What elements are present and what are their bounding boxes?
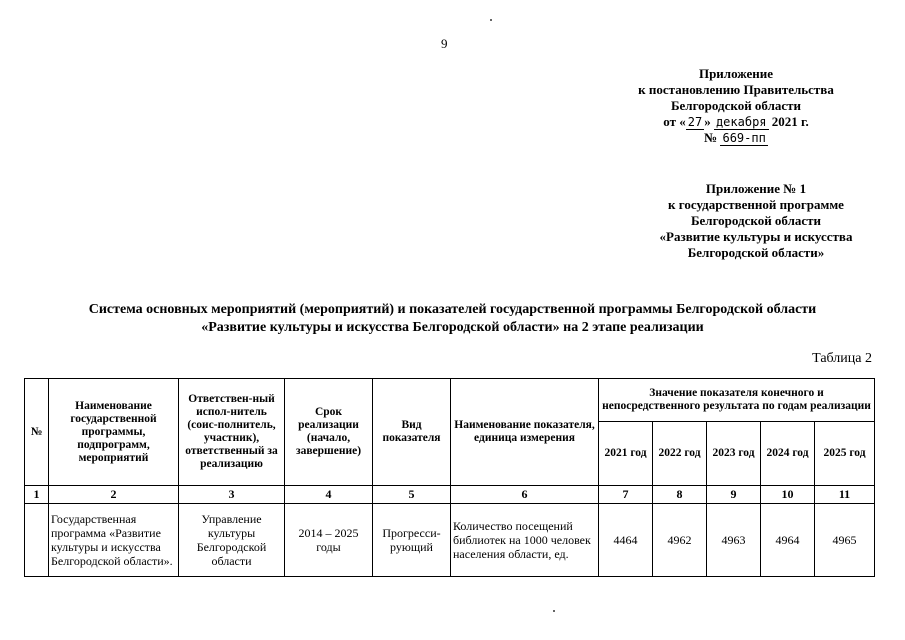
header-year: 2023 год	[707, 422, 761, 486]
column-number: 5	[373, 486, 451, 504]
handwritten-day: 27	[687, 115, 703, 129]
column-numbers-row	[25, 486, 875, 504]
header-num: №	[25, 379, 49, 486]
page-number: 9	[441, 36, 448, 51]
cell-num	[25, 504, 49, 577]
indicators-table	[24, 378, 875, 577]
appendix-title: Приложение № 1	[705, 181, 807, 196]
cell-value-2024: 4964	[761, 504, 815, 577]
cell-value-2021: 4464	[599, 504, 653, 577]
column-number: 8	[653, 486, 707, 504]
header-name: Наименование государственной программы, подпрограмм, мероприятий	[49, 379, 179, 486]
header-year: 2024 год	[761, 422, 815, 486]
appendix-line: к постановлению Правительства	[638, 82, 834, 97]
cell-executor: Управление культуры Белгородской области	[179, 504, 285, 577]
appendix-line: Белгородской области	[690, 213, 822, 228]
decree-number: № 669-пп	[704, 130, 766, 145]
appendix-program	[640, 181, 872, 261]
cell-value-2025: 4965	[815, 504, 875, 577]
column-number: 7	[599, 486, 653, 504]
header-year: 2022 год	[653, 422, 707, 486]
cell-type: Прогресси-рующий	[373, 504, 451, 577]
appendix-government-decree	[600, 66, 872, 146]
header-type: Вид показателя	[373, 379, 451, 486]
column-number: 4	[285, 486, 373, 504]
cell-indicator: Количество посещений библиотек на 1000 человек населения области, ед.	[451, 504, 599, 577]
column-number: 10	[761, 486, 815, 504]
table-label: Таблица 2	[812, 351, 872, 366]
scan-speck	[553, 610, 555, 612]
cell-value-2022: 4962	[653, 504, 707, 577]
header-period: Срок реализации (начало, завершение)	[285, 379, 373, 486]
header-values-group: Значение показателя конечного и непосредственного результата по годам реализации	[599, 379, 875, 422]
column-number: 2	[49, 486, 179, 504]
appendix-line: Белгородской области	[670, 98, 802, 113]
header-executor: Ответствен-ный испол-нитель (соис-полнитель, участник), ответственный за реализацию	[179, 379, 285, 486]
column-number: 6	[451, 486, 599, 504]
header-year: 2025 год	[815, 422, 875, 486]
decree-date: от « 27 » декабря 2021 г.	[663, 114, 809, 129]
appendix-line: Белгородской области»	[687, 245, 825, 260]
appendix-line: к государственной программе	[668, 197, 844, 212]
header-year: 2021 год	[599, 422, 653, 486]
cell-value-2023: 4963	[707, 504, 761, 577]
cell-period: 2014 – 2025 годы	[285, 504, 373, 577]
cell-name: Государственная программа «Развитие культуры и искусства Белгородской области».	[49, 504, 179, 577]
column-number: 9	[707, 486, 761, 504]
table-row	[25, 504, 875, 577]
header-indicator: Наименование показателя, единица измерения	[451, 379, 599, 486]
document-title: Система основных мероприятий (мероприятий) и показателей государственной программы Белгородской области «Развитие культуры и искусства Белгородской области» на 2 этапе реализации	[88, 302, 817, 335]
handwritten-month: декабря	[715, 115, 767, 129]
appendix-title: Приложение	[698, 66, 774, 81]
column-number: 3	[179, 486, 285, 504]
column-number: 1	[25, 486, 49, 504]
table-header-row	[25, 379, 875, 422]
scan-speck	[490, 19, 492, 21]
handwritten-number: 669-пп	[722, 131, 766, 145]
column-number: 11	[815, 486, 875, 504]
appendix-line: «Развитие культуры и искусства	[659, 229, 853, 244]
